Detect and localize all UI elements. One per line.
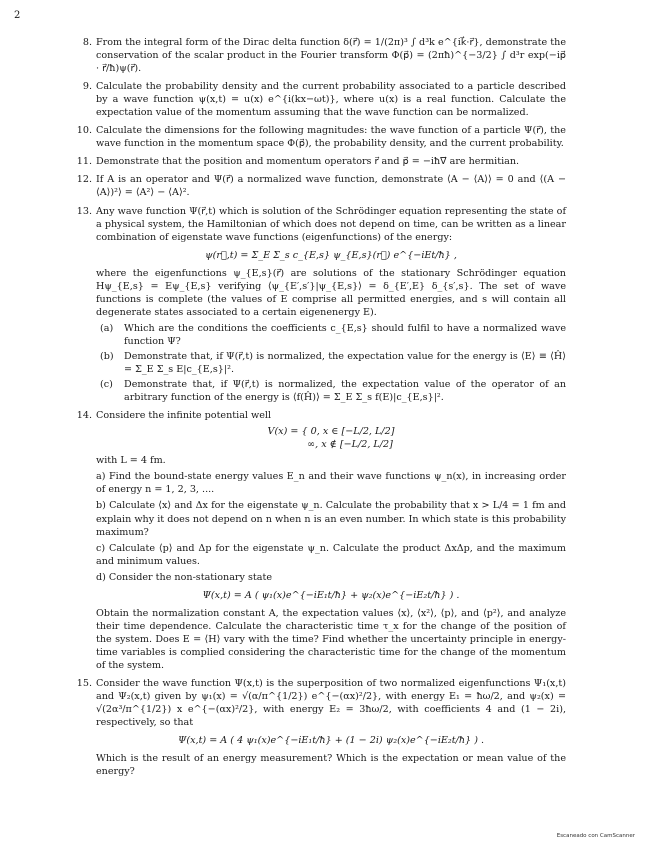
subpart-c <box>96 378 566 404</box>
problem-number: 10. <box>76 125 92 137</box>
problem-number: 8. <box>82 37 92 48</box>
problem-intro: Consider the wave function Ψ(x,t) is the superposition of two normalized eigenfunctions Ψ₁(x,t) and Ψ₂(x,t) given by ψ₁(x) = √(α/π^{1/2}) e^{−(αx)²/2}, with energy E₁ = ħω/2, and ψ₂(x) = √(2α³/π^{1/2}) x e^{−(αx)²/2}, with energy E₂ = 3ħω/2, with coefficients 4 and (1 − 2i), respectively, so that <box>96 678 566 729</box>
problem-list <box>74 36 566 783</box>
problem-intro: Any wave function Ψ(r⃗,t) which is solution of the Schrödinger equation representing the state of a physical system, the Hamiltonian of which does not depend on time, can be written as a linear combination of eigenstate wave functions (eigenfunctions) of the energy: <box>96 205 566 243</box>
part-b: b) Calculate ⟨x⟩ and Δx for the eigenstate ψ_n. Calculate the probability that x > L/4 = 1 fm and explain why it does not depend on n when n is an even number. In which state is this probability maximum? <box>96 500 566 538</box>
problem-intro: Considere the infinite potential well <box>96 410 272 422</box>
scanner-watermark: Escaneado con CamScanner <box>556 832 635 839</box>
problem-10 <box>74 124 566 150</box>
problem-number: 12. <box>76 174 92 186</box>
subpart-label: (c) <box>100 379 113 391</box>
subpart-text: Demonstrate that, if Ψ(r⃗,t) is normalized, the expectation value for the energy is ⟨E⟩ ≡ ⟨Ĥ⟩ = Σ_E Σ_s E|c_{E,s}|². <box>124 350 566 376</box>
part-a: a) Find the bound-state energy values E_n and their wave functions ψ_n(x), in increasing order of energy n = 1, 2, 3, .... <box>96 471 566 496</box>
non-stationary-equation: Ψ(x,t) = A ( ψ₁(x)e^{−iE₁t/ħ} + ψ₂(x)e^{−iE₂t/ħ} ) . <box>202 589 460 601</box>
problem-number: 13. <box>76 205 92 217</box>
problem-text: Calculate the probability density and the current probability associated to a particle described by a wave function ψ(x,t) = u(x) e^{i(kx−ωt)}, where u(x) is a real function. Calculate the expectation value of the momentum assuming that the wave function can be normalized. <box>96 81 566 119</box>
problem-14 <box>74 409 566 672</box>
potential-case-outside: ∞, x ∉ [−L/2, L/2] <box>307 439 393 451</box>
subpart-a <box>96 322 566 348</box>
problem-8 <box>74 36 566 75</box>
problem-15 <box>74 677 566 778</box>
part-d: d) Consider the non-stationary state <box>96 571 272 583</box>
problem-11 <box>74 155 566 168</box>
problem-text: Calculate the dimensions for the following magnitudes: the wave function of a particle Ψ(r⃗), the wave function in the momentum space Φ(p⃗), the probability density, and the current probability. <box>96 125 566 150</box>
subpart-b <box>96 350 566 376</box>
subpart-label: (b) <box>100 350 114 362</box>
problem-number: 9. <box>82 81 92 93</box>
superposition-equation: Ψ(x,t) = A ( 4 ψ₁(x)e^{−iE₁t/ħ} + (1 − 2i) ψ₂(x)e^{−iE₂t/ħ} ) . <box>177 735 485 747</box>
subpart-text: Demonstrate that, if Ψ(r⃗,t) is normalized, the expectation value of the operator of an arbitrary function of the energy is ⟨f(Ĥ)⟩ = Σ_E Σ_s f(E)|c_{E,s}|². <box>124 379 566 404</box>
potential-equation <box>96 425 566 451</box>
subpart-label: (a) <box>100 322 114 334</box>
problem-number: 15. <box>76 678 92 690</box>
potential-case-inside: V(x) = { 0, x ∈ [−L/2, L/2] <box>267 426 395 438</box>
problem-text: If A is an operator and Ψ(r⃗) a normalized wave function, demonstrate ⟨A − ⟨A⟩⟩ = 0 and ⟨(A − ⟨A⟩)²⟩ = ⟨A²⟩ − ⟨A⟩². <box>96 174 566 199</box>
problem-questions: Which is the result of an energy measurement? Which is the expectation or mean value of the energy? <box>96 753 566 778</box>
problem-13 <box>74 205 566 405</box>
problem-9 <box>74 80 566 119</box>
expansion-equation: ψ(r⃗,t) = Σ_E Σ_s c_{E,s} ψ_{E,s}(r⃗) e^{−iEt/ħ} , <box>205 249 457 261</box>
subpart-text: Which are the conditions the coefficients c_{E,s} should fulfil to have a normalized wave function Ψ? <box>124 322 566 347</box>
problem-text: From the integral form of the Dirac delta function δ(r⃗) = 1/(2π)³ ∫ d³k e^{ik⃗·r⃗}, demonstrate the conservation of the scalar product in the Fourier transform Φ(p⃗) = (2πħ)^{−3/2} ∫ d³r exp(−ip⃗ · r⃗/ħ)ψ(r⃗). <box>96 37 566 75</box>
problem-12 <box>74 173 566 199</box>
part-c: c) Calculate ⟨p⟩ and Δp for the eigenstate ψ_n. Calculate the product ΔxΔp, and the maximum and minimum values. <box>96 542 566 567</box>
problem-number: 14. <box>76 410 92 422</box>
part-d-questions: Obtain the normalization constant A, the expectation values ⟨x⟩, ⟨x²⟩, ⟨p⟩, and ⟨p²⟩, and analyze their time dependence. Calculate the characteristic time τ_x for the change of the position of the system. Does E = ⟨H⟩ vary with the time? Find whether the uncertainty principle in energy-time variables is complied considering the characteristic time for the change of the momentum of the system. <box>96 607 566 671</box>
problem-number: 11. <box>76 156 92 168</box>
problem-explanation: where the eigenfunctions ψ_{E,s}(r⃗) are solutions of the stationary Schrödinger equation Hψ_{E,s} = Eψ_{E,s} verifying ⟨ψ_{E′,s′}|ψ_{E,s}⟩ = δ_{E′,E} δ_{s′,s}. The set of wave functions is complete (the values of E comprise all permitted energies, and s will contain all degenerate states associated to a certain eigenenergy E). <box>96 267 566 318</box>
well-width: with L = 4 fm. <box>96 455 166 467</box>
page-number: 2 <box>14 10 21 21</box>
problem-text: Demonstrate that the position and momentum operators r⃗ and p⃗ = −iħ∇⃗ are hermitian. <box>96 156 520 168</box>
